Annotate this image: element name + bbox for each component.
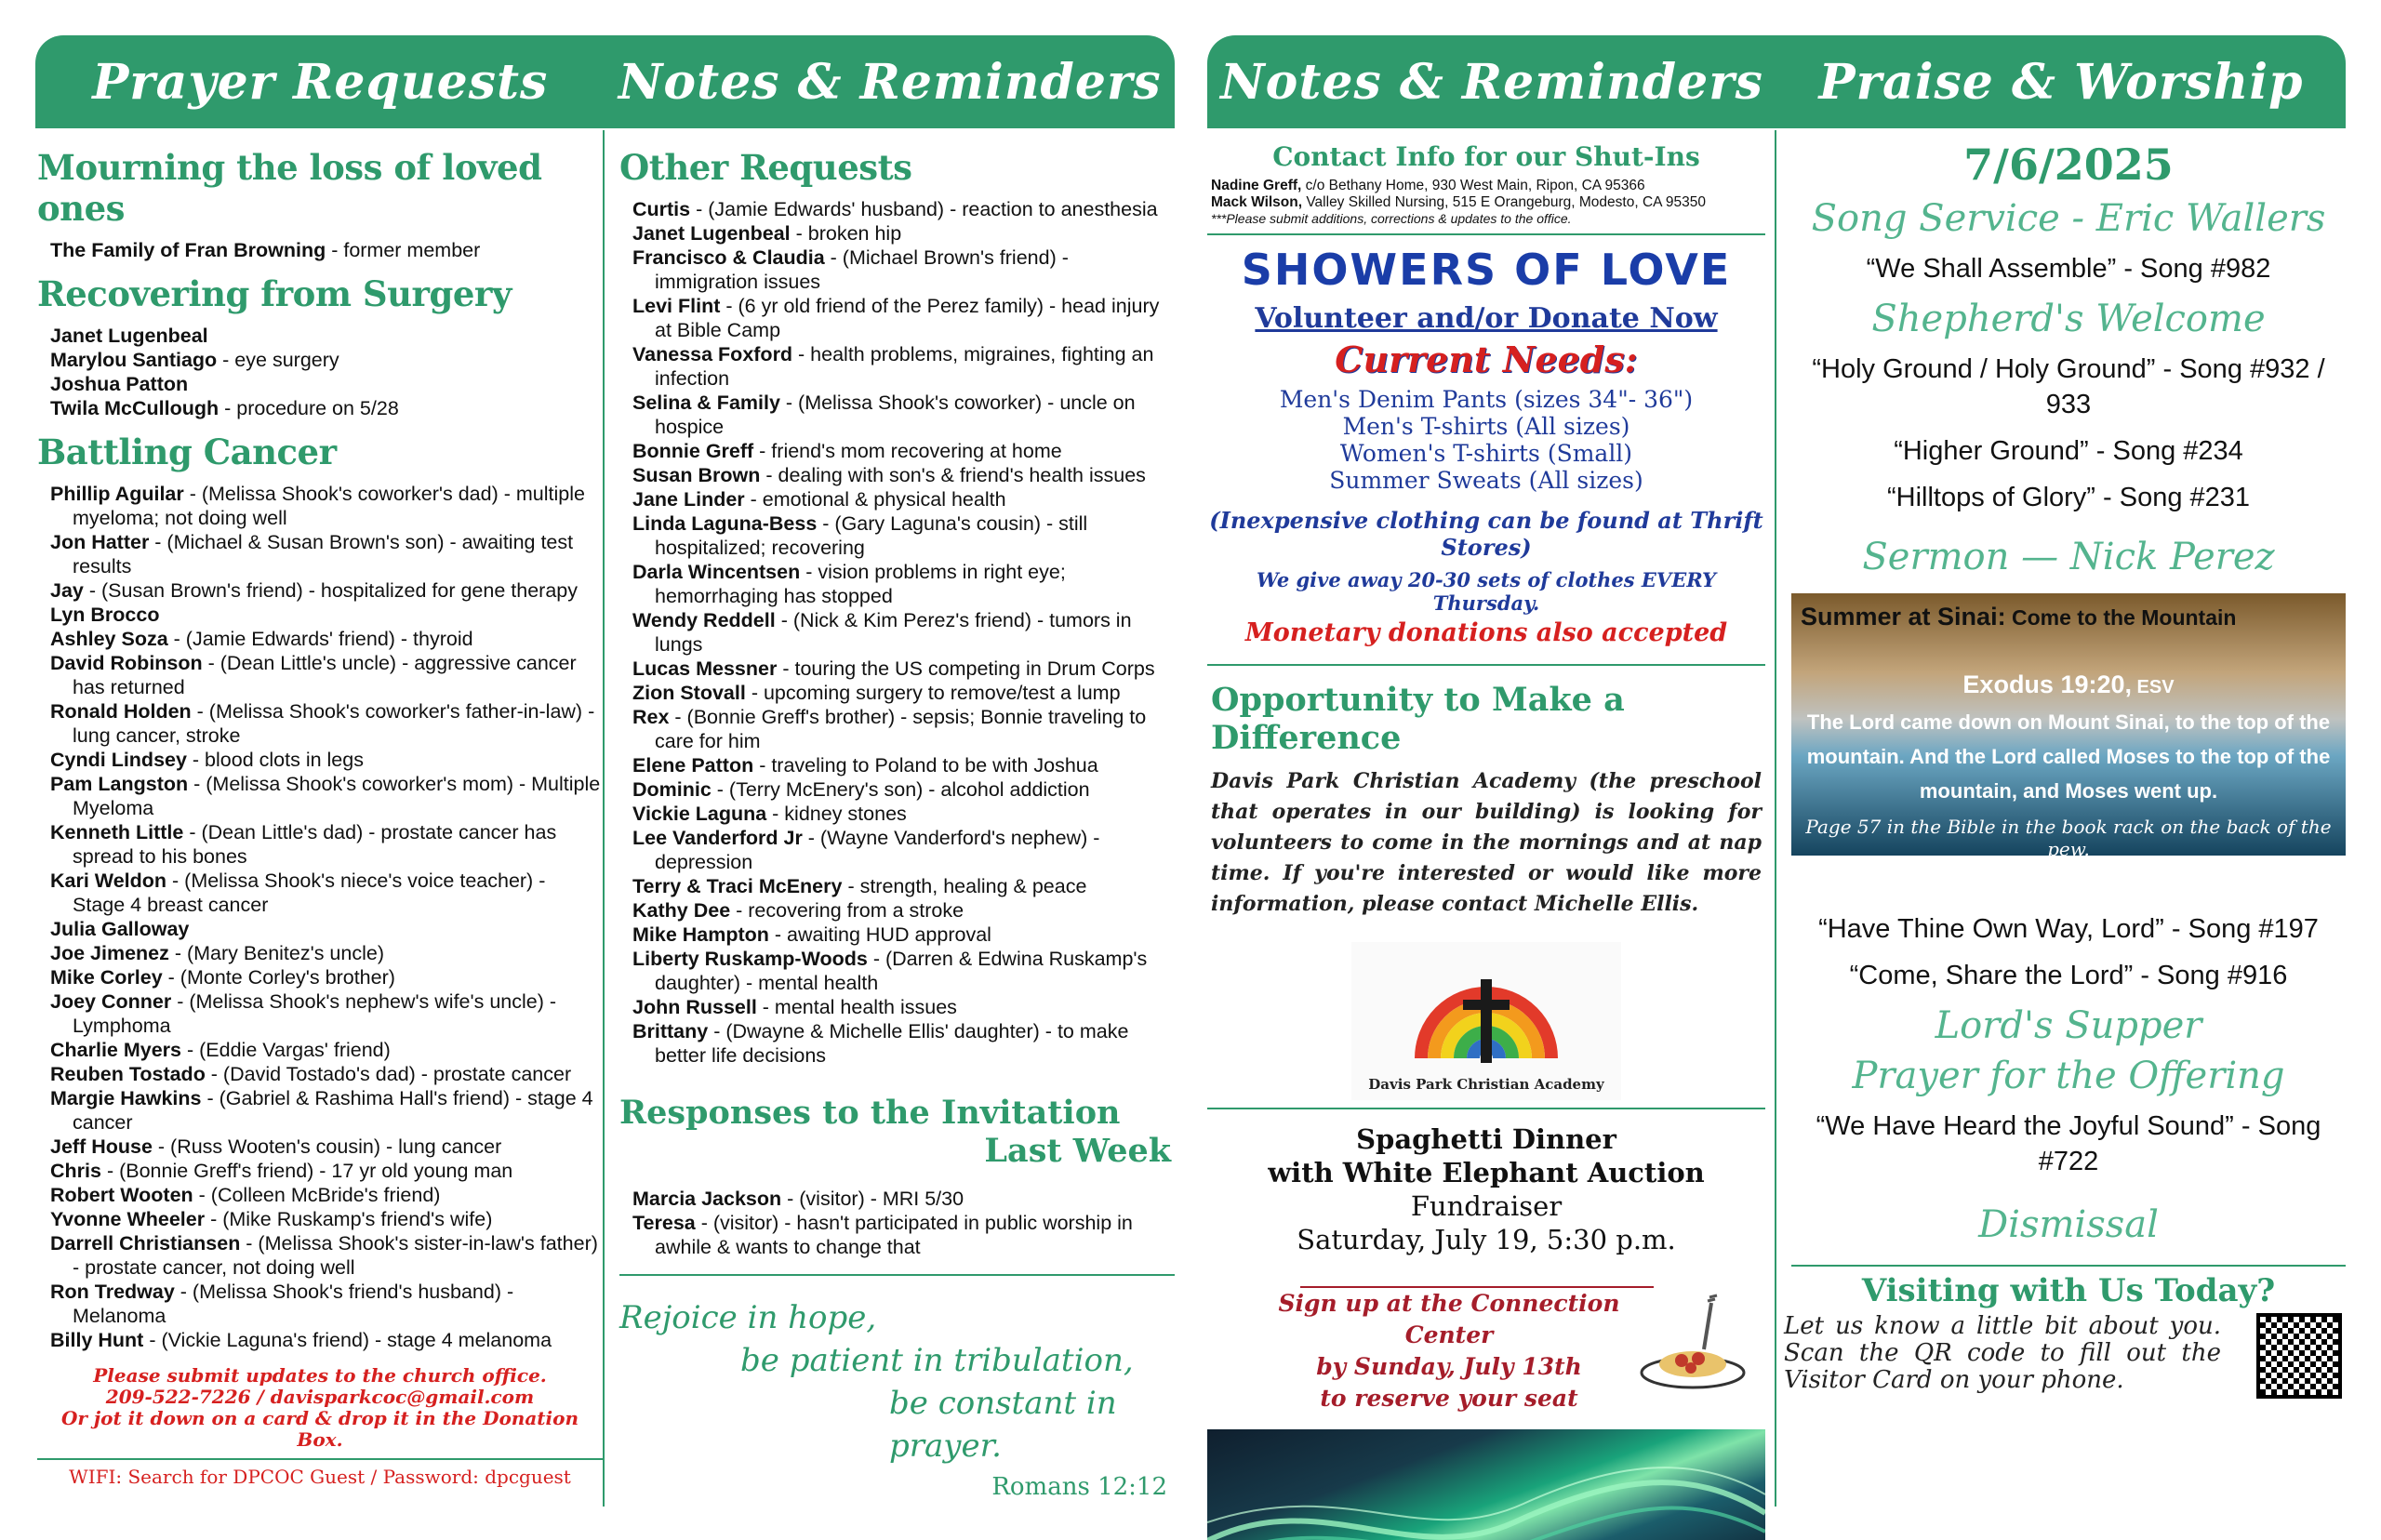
scripture-text: The Lord came down on Mount Sinai, to the top of the mountain. And the Lord called Moses to the top of the mountain, and Moses went up.: [1806, 710, 2331, 803]
cancer-heading: Battling Cancer: [37, 431, 337, 472]
request-detail: - (visitor) - MRI 5/30: [781, 1188, 964, 1210]
list-item: [632, 777, 1175, 802]
list-item: [50, 941, 603, 965]
list-item: [632, 342, 1175, 391]
request-detail: - (Nick & Kim Perez's friend) - tumors in lungs: [655, 609, 1132, 656]
notes-reminders-heading-left: Notes & Reminders: [618, 53, 1162, 111]
shutin-name: Mack Wilson,: [1211, 194, 1303, 210]
song-item: “We Shall Assemble” - Song #982: [1866, 254, 2271, 284]
request-detail: - (Jamie Edwards' friend) - thyroid: [167, 628, 473, 650]
giveaway-note: We give away 20-30 sets of clothes EVERY Thursday.: [1256, 568, 1717, 615]
request-detail: - (Vickie Laguna's friend) - stage 4 melanoma: [143, 1329, 552, 1351]
request-detail: - (Melissa Shook's coworker's dad) - multiple myeloma; not doing well: [73, 483, 585, 529]
responses-heading: Responses to the Invitation: [619, 1094, 1121, 1132]
list-item: [632, 995, 1175, 1019]
person-name: Joe Jimenez: [50, 942, 169, 964]
request-detail: - (Melissa Shook's coworker's mom) - Multiple Myeloma: [73, 773, 601, 819]
person-name: Francisco & Claudia: [632, 246, 825, 269]
wifi-info: WIFI: Search for DPCOC Guest / Password: dpcguest: [37, 1458, 603, 1488]
request-detail: - (6 yr old friend of the Perez family) - head injury at Bible Camp: [655, 295, 1160, 341]
list-item: [50, 396, 603, 420]
signup-text: [1244, 1277, 1654, 1414]
person-name: David Robinson: [50, 652, 203, 674]
person-name: Marylou Santiago: [50, 349, 218, 371]
mourning-heading: Mourning the loss of loved ones: [37, 147, 542, 229]
list-item: [50, 1038, 603, 1062]
person-name: Reuben Tostado: [50, 1063, 206, 1085]
request-detail: - (Russ Wooten's cousin) - lung cancer: [152, 1135, 502, 1158]
person-name: Terry & Traci McEnery: [632, 875, 843, 897]
shutin-note: ***Please submit additions, corrections & updates to the office.: [1211, 211, 1572, 226]
request-detail: - (Colleen McBride's friend): [193, 1184, 441, 1206]
notes-reminders-heading-right: Notes & Reminders: [1220, 53, 1763, 111]
other-requests-list: [619, 197, 1175, 1068]
request-detail: - (visitor) - hasn't participated in public worship in awhile & wants to change that: [655, 1212, 1133, 1258]
list-item: [50, 699, 603, 748]
list-item: [632, 391, 1175, 439]
request-detail: - strength, healing & peace: [842, 875, 1087, 897]
request-detail: - (Melissa Shook's sister-in-law's father) - prostate cancer, not doing well: [73, 1232, 598, 1279]
request-detail: - (Melissa Shook's coworker's father-in-law) - lung cancer, stroke: [73, 700, 595, 747]
surgery-heading: Recovering from Surgery: [37, 273, 512, 314]
list-item: [50, 1135, 603, 1159]
request-detail: - (Mike Ruskamp's friend's wife): [205, 1208, 493, 1230]
person-name: Julia Galloway: [50, 918, 190, 940]
person-name: Phillip Aguilar: [50, 483, 184, 505]
list-item: [50, 772, 603, 820]
divider: [1207, 664, 1765, 666]
person-name: Susan Brown: [632, 464, 761, 486]
request-detail: - recovering from a stroke: [730, 899, 964, 922]
person-name: Levi Flint: [632, 295, 721, 317]
person-name: Lyn Brocco: [50, 604, 160, 626]
current-needs-heading: Current Needs:: [1335, 339, 1638, 380]
visiting-heading: Visiting with Us Today?: [1791, 1265, 2346, 1309]
need-item: Summer Sweats (All sizes): [1329, 467, 1643, 494]
person-name: Ronald Holden: [50, 700, 192, 723]
list-item: [632, 1211, 1175, 1259]
person-name: Vanessa Foxford: [632, 343, 793, 365]
signup-line: by Sunday, July 13th: [1316, 1353, 1582, 1380]
person-name: Mike Hampton: [632, 923, 769, 946]
list-item: [632, 197, 1175, 221]
song-item: “Have Thine Own Way, Lord” - Song #197: [1818, 914, 2319, 944]
list-item: [632, 898, 1175, 923]
person-name: Lucas Messner: [632, 657, 778, 680]
prayer-requests-heading: Prayer Requests: [92, 53, 549, 111]
person-name: Charlie Myers: [50, 1039, 182, 1061]
scripture-reference: [1801, 670, 2336, 699]
list-item: [50, 324, 603, 348]
shutin-heading: Contact Info for our Shut-Ins: [1272, 141, 1700, 172]
request-detail: - (Michael Brown's friend) - immigration issues: [655, 246, 1069, 293]
person-name: Curtis: [632, 198, 691, 220]
song-item: “Come, Share the Lord” - Song #916: [1849, 961, 2288, 990]
shutin-address: Valley Skilled Nursing, 515 E Orangeburg, Modesto, CA 95350: [1302, 194, 1707, 210]
needs-list: [1207, 386, 1765, 494]
list-item: [50, 869, 603, 917]
list-item: [50, 1086, 603, 1135]
list-item: [632, 511, 1175, 560]
request-detail: - touring the US competing in Drum Corps: [777, 657, 1155, 680]
left-banner: [35, 35, 1175, 128]
person-name: Kathy Dee: [632, 899, 731, 922]
notes-column: [1207, 130, 1776, 1507]
other-requests-heading: Other Requests: [619, 147, 912, 188]
request-detail: - (Susan Brown's friend) - hospitalized for gene therapy: [83, 579, 578, 602]
verse-line: be patient in tribulation,: [740, 1342, 1134, 1379]
list-item: [632, 439, 1175, 463]
service-date: 7/6/2025: [1963, 139, 2174, 190]
person-name: Elene Patton: [632, 754, 754, 777]
list-item: [632, 463, 1175, 487]
shutin-address: c/o Bethany Home, 930 West Main, Ripon, CA 95366: [1301, 178, 1645, 193]
mourning-list: [37, 238, 603, 262]
lords-supper-heading: Lord's Supper: [1935, 1004, 2202, 1047]
visitor-block: [1784, 1312, 2346, 1394]
person-name: Brittany: [632, 1020, 709, 1042]
person-name: Cyndi Lindsey: [50, 749, 187, 771]
visitor-instructions: Let us know a little bit about you. Scan the QR code to fill out the Visitor Card on your phone.: [1784, 1312, 2221, 1394]
person-name: Bonnie Greff: [632, 440, 754, 462]
list-item: [50, 1159, 603, 1183]
request-detail: - (Bonnie Greff's brother) - sepsis; Bonnie traveling to care for him: [655, 706, 1147, 752]
request-detail: - (Dean Little's dad) - prostate cancer has spread to his bones: [73, 821, 557, 868]
person-name: John Russell: [632, 996, 757, 1018]
person-name: Teresa: [632, 1212, 696, 1234]
academy-logo: [1351, 942, 1621, 1100]
request-detail: - (Darren & Edwina Ruskamp's daughter) - mental health: [655, 948, 1148, 994]
verse-block: [619, 1296, 1175, 1467]
request-detail: - emotional & physical health: [744, 488, 1006, 511]
worship-column: [1778, 130, 2346, 1394]
offering-heading: Prayer for the Offering: [1852, 1055, 2285, 1097]
person-name: Darrell Christiansen: [50, 1232, 241, 1255]
person-name: Billy Hunt: [50, 1329, 144, 1351]
volunteer-link[interactable]: Volunteer and/or Donate Now: [1255, 302, 1718, 335]
request-detail: - procedure on 5/28: [219, 397, 399, 419]
request-detail: - (Terry McEnery's son) - alcohol addiction: [711, 778, 1090, 801]
person-name: Jon Hatter: [50, 531, 150, 553]
series-subtitle: Come to the Mountain: [2005, 605, 2237, 630]
person-name: Jane Linder: [632, 488, 745, 511]
person-name: Lee Vanderford Jr: [632, 827, 803, 849]
list-item: [50, 1207, 603, 1231]
request-detail: - upcoming surgery to remove/test a lump: [745, 682, 1121, 704]
praise-worship-heading: Praise & Worship: [1818, 53, 2304, 111]
list-item: [50, 748, 603, 772]
song-item: “We Have Heard the Joyful Sound” - Song #722: [1816, 1111, 2321, 1176]
sermon-card: [1791, 593, 2346, 860]
request-detail: - (Dean Little's uncle) - aggressive cancer has returned: [73, 652, 577, 698]
request-detail: - (Dwayne & Michelle Ellis' daughter) - to make better life decisions: [655, 1020, 1129, 1067]
list-item: [632, 1019, 1175, 1068]
signup-block: [1207, 1277, 1765, 1414]
wave-graphic: [1207, 1429, 1765, 1540]
verse-line: Rejoice in hope,: [619, 1299, 877, 1336]
sermon-series: [1801, 603, 2336, 631]
list-item: [50, 372, 603, 396]
person-name: Jay: [50, 579, 84, 602]
sermon-heading: Sermon — Nick Perez: [1862, 536, 2275, 578]
responses-heading-2: Last Week: [984, 1132, 1171, 1170]
thrift-note: (Inexpensive clothing can be found at Thrift Stores): [1209, 507, 1763, 561]
signup-line: to reserve your seat: [1320, 1385, 1578, 1412]
request-detail: - (Bonnie Greff's friend) - 17 yr old young man: [100, 1160, 513, 1182]
person-name: Twila McCullough: [50, 397, 219, 419]
list-item: [632, 947, 1175, 995]
song-service-heading: Song Service - Eric Wallers: [1811, 197, 2326, 240]
divider: [1207, 233, 1765, 235]
monetary-note: Monetary donations also accepted: [1244, 618, 1728, 647]
contact-line: 209-522-7226 / davisparkcoc@gmail.com: [105, 1386, 535, 1408]
list-item: [50, 820, 603, 869]
request-detail: - (Gary Laguna's cousin) - still hospitalized; recovering: [655, 512, 1088, 559]
event-title: Spaghetti Dinner: [1356, 1123, 1616, 1155]
opportunity-heading: Opportunity to Make a Difference: [1211, 681, 1625, 757]
person-name: Robert Wooten: [50, 1184, 193, 1206]
footnote-line: Or jot it down on a card & drop it in the Donation Box.: [60, 1407, 579, 1451]
person-name: Darla Wincentsen: [632, 561, 801, 583]
scripture-version: ESV: [2132, 677, 2175, 697]
cancer-list: [37, 482, 603, 1352]
need-item: Men's Denim Pants (sizes 34"- 36"): [1279, 386, 1694, 413]
spaghetti-dinner-block: [1207, 1122, 1765, 1256]
welcome-heading: Shepherd's Welcome: [1871, 298, 2266, 340]
person-name: Dominic: [632, 778, 712, 801]
divider: [1207, 1108, 1765, 1109]
person-name: Kari Weldon: [50, 870, 167, 892]
request-detail: - (Gabriel & Rashima Hall's friend) - stage 4 cancer: [73, 1087, 593, 1134]
list-item: [50, 989, 603, 1038]
person-name: Janet Lugenbeal: [632, 222, 791, 245]
request-detail: - (Mary Benitez's uncle): [168, 942, 384, 964]
person-name: Selina & Family: [632, 392, 780, 414]
scripture-book: Exodus 19:20,: [1962, 670, 2132, 698]
surgery-list: [37, 324, 603, 420]
list-item: [632, 681, 1175, 705]
need-item: Men's T-shirts (All sizes): [1342, 413, 1630, 440]
dismissal-heading: Dismissal: [1978, 1203, 2159, 1246]
qr-code-icon[interactable]: [2256, 1313, 2342, 1399]
event-type: Fundraiser: [1410, 1190, 1563, 1222]
request-detail: - mental health issues: [756, 996, 957, 1018]
divider: [1300, 1286, 1654, 1288]
list-item: [50, 1280, 603, 1328]
list-item: [50, 603, 603, 627]
request-detail: - kidney stones: [766, 803, 907, 825]
person-name: Mike Corley: [50, 966, 163, 989]
spaghetti-plate-icon: [1637, 1294, 1749, 1396]
person-name: Jeff House: [50, 1135, 153, 1158]
request-detail: - (Jamie Edwards' husband) - reaction to anesthesia: [690, 198, 1158, 220]
footnote-line: Please submit updates to the church office.: [93, 1364, 547, 1387]
right-banner: [1207, 35, 2346, 128]
event-date: Saturday, July 19, 5:30 p.m.: [1297, 1224, 1676, 1255]
person-name: Janet Lugenbeal: [50, 325, 208, 347]
person-name: Marcia Jackson: [632, 1188, 782, 1210]
need-item: Women's T-shirts (Small): [1339, 440, 1633, 467]
rainbow-cross-icon: [1351, 942, 1621, 1072]
request-detail: - traveling to Poland to be with Joshua: [753, 754, 1098, 777]
request-detail: - friend's mom recovering at home: [753, 440, 1062, 462]
list-item: [50, 965, 603, 989]
responses-list: [619, 1187, 1175, 1259]
person-name: Pam Langston: [50, 773, 189, 795]
person-name: Liberty Ruskamp-Woods: [632, 948, 868, 970]
request-detail: - (Wayne Vanderford's nephew) - depression: [655, 827, 1100, 873]
request-detail: - dealing with son's & friend's health issues: [760, 464, 1146, 486]
list-item: [50, 1328, 603, 1352]
decorative-wave-image: [1207, 1429, 1765, 1540]
request-detail: - eye surgery: [217, 349, 339, 371]
person-name: Yvonne Wheeler: [50, 1208, 206, 1230]
person-name: Chris: [50, 1160, 101, 1182]
list-item: [50, 1062, 603, 1086]
person-name: Joey Conner: [50, 990, 172, 1013]
request-detail: - (Melissa Shook's nephew's wife's uncle) - Lymphoma: [73, 990, 557, 1037]
signup-line: Sign up at the Connection Center: [1278, 1290, 1620, 1348]
list-item: [50, 530, 603, 578]
person-name: The Family of Fran Browning: [50, 239, 326, 261]
list-item: [632, 246, 1175, 294]
person-name: Rex: [632, 706, 670, 728]
person-name: Margie Hawkins: [50, 1087, 202, 1109]
list-item: [632, 874, 1175, 898]
list-item: [50, 482, 603, 530]
page-note: Page 57 in the Bible in the book rack on the back of the pew.: [1805, 816, 2332, 860]
request-detail: - blood clots in legs: [186, 749, 364, 771]
request-detail: - (Melissa Shook's friend's husband) - Melanoma: [73, 1281, 514, 1327]
request-detail: - (David Tostado's dad) - prostate cancer: [205, 1063, 572, 1085]
list-item: [632, 560, 1175, 608]
request-detail: - awaiting HUD approval: [768, 923, 991, 946]
song-item: “Holy Ground / Holy Ground” - Song #932 / 933: [1812, 354, 2325, 419]
request-detail: - vision problems in right eye; hemorrhaging has stopped: [655, 561, 1066, 607]
divider: [619, 1274, 1175, 1276]
request-detail: - former member: [326, 239, 481, 261]
list-item: [50, 1231, 603, 1280]
showers-of-love-title: SHOWERS OF LOVE: [1241, 245, 1732, 295]
request-detail: - (Michael & Susan Brown's son) - awaiting test results: [73, 531, 574, 578]
other-requests-column: [606, 130, 1175, 1501]
person-name: Wendy Reddell: [632, 609, 776, 631]
list-item: [632, 705, 1175, 753]
prayer-requests-column: [35, 130, 605, 1507]
list-item: [632, 923, 1175, 947]
opportunity-body: Davis Park Christian Academy (the preschool that operates in our building) is looking for volunteers to come in the mornings and at nap time. If you're interested or would like more information, please contact Michelle Ellis.: [1211, 769, 1762, 916]
list-item: [632, 1187, 1175, 1211]
person-name: Ron Tredway: [50, 1281, 175, 1303]
song-item: “Higher Ground” - Song #234: [1894, 436, 2243, 466]
request-detail: - (Melissa Shook's coworker) - uncle on hospice: [655, 392, 1136, 438]
academy-name: Davis Park Christian Academy: [1368, 1076, 1604, 1093]
list-item: [632, 608, 1175, 657]
song-item: “Hilltops of Glory” - Song #231: [1886, 483, 2251, 512]
list-item: [50, 578, 603, 603]
shutin-contact: [1211, 178, 1765, 194]
shutin-contact: [1211, 194, 1765, 211]
list-item: [50, 651, 603, 699]
list-item: [632, 221, 1175, 246]
list-item: [50, 238, 603, 262]
person-name: Linda Laguna-Bess: [632, 512, 818, 535]
series-title: Summer at Sinai:: [1801, 603, 2006, 631]
list-item: [632, 826, 1175, 874]
verse-reference: Romans 12:12: [991, 1473, 1167, 1501]
list-item: [50, 348, 603, 372]
list-item: [632, 753, 1175, 777]
submit-updates-note: [37, 1365, 603, 1451]
request-detail: - health problems, migraines, fighting an infection: [655, 343, 1154, 390]
request-detail: - (Monte Corley's brother): [162, 966, 395, 989]
person-name: Joshua Patton: [50, 373, 189, 395]
verse-line: be constant in prayer.: [889, 1385, 1117, 1465]
person-name: Kenneth Little: [50, 821, 184, 843]
request-detail: - broken hip: [790, 222, 902, 245]
list-item: [50, 1183, 603, 1207]
list-item: [632, 802, 1175, 826]
list-item: [632, 487, 1175, 511]
request-detail: - (Eddie Vargas' friend): [181, 1039, 391, 1061]
shutin-name: Nadine Greff,: [1211, 178, 1302, 193]
person-name: Zion Stovall: [632, 682, 746, 704]
person-name: Vickie Laguna: [632, 803, 767, 825]
person-name: Ashley Soza: [50, 628, 168, 650]
list-item: [50, 917, 603, 941]
event-subtitle: with White Elephant Auction: [1268, 1157, 1705, 1188]
list-item: [632, 657, 1175, 681]
request-detail: - (Melissa Shook's niece's voice teacher) - Stage 4 breast cancer: [73, 870, 546, 916]
list-item: [632, 294, 1175, 342]
list-item: [50, 627, 603, 651]
